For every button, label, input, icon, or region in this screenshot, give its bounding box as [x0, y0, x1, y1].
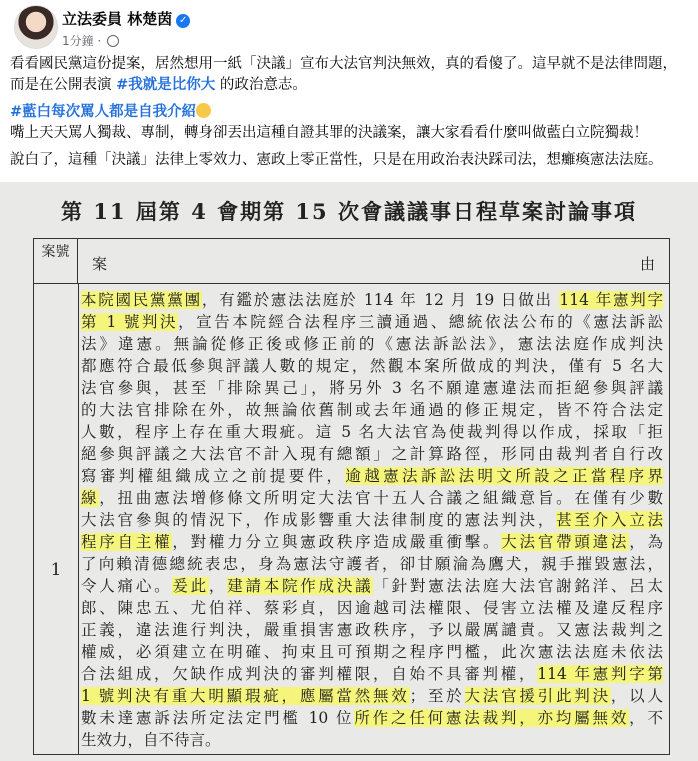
highlighted-text: 所作之任何憲法裁判，亦均屬無效 — [354, 709, 630, 727]
header-case-number: 案號 — [34, 239, 78, 283]
author-name[interactable]: 立法委員 林楚茵 — [62, 10, 173, 28]
text-line — [81, 531, 663, 553]
text-segment: ，有鑑於憲法法庭於 114 年 12 月 19 日做出 — [201, 291, 560, 309]
header-reason-left: 案 — [92, 255, 108, 273]
highlighted-text: 甚至介入立法 — [556, 511, 663, 529]
text-segment: ， — [208, 577, 228, 595]
text-segment: 大法官參與的情況下，作成影響重大法律制度的憲法判決， — [81, 511, 557, 529]
text-segment: 寫審判權組織成立之前提要件， — [81, 467, 346, 485]
text-segment: 的大法官排除在外，故無論依舊制或去年通過的修正規定，皆不符合法定 — [81, 401, 663, 419]
text-segment: 了向賴清德總統表忠，身為憲法守護者，卻甘願淪為鷹犬，親手摧毀憲法， — [81, 555, 663, 573]
document-title: 第 11 屆第 4 會期第 15 次會議議事日程草案討論事項 — [61, 199, 637, 224]
text-segment: ，不 — [629, 709, 663, 727]
text-segment: ；至於 — [409, 687, 465, 705]
text-segment: 生效力，自不待言。 — [81, 731, 221, 749]
post-text-segment: 看看國民黨這份提案，居然想用一紙「決議」宣布大法官判決無效，真的看傻了。這早就不是法律問題，而是在公開表演 — [10, 56, 677, 93]
post-paragraph-1 — [10, 54, 690, 96]
text-line — [81, 421, 663, 443]
text-line — [81, 509, 663, 531]
meta-separator: · — [97, 34, 102, 48]
text-line — [81, 553, 663, 575]
text-line — [81, 355, 663, 377]
highlighted-text: 逾越憲法訴訟法明文所設之正當程序界 — [345, 467, 663, 485]
highlighted-text: 大法官帶頭違法 — [501, 533, 630, 551]
text-line — [81, 663, 663, 685]
text-line — [81, 465, 663, 487]
text-line — [81, 289, 663, 311]
table-header — [34, 239, 669, 284]
text-segment: 絕參與評議之大法官不計入現有總額」之計算路徑，形同由裁判者自行改 — [81, 445, 663, 463]
highlighted-text: 本院國民黨黨團 — [81, 291, 202, 309]
globe-icon — [107, 35, 119, 47]
highlighted-text: 第 1 號判決 — [81, 313, 179, 331]
text-segment: 令人痛心。 — [81, 577, 173, 595]
text-segment: 都應符合最低參與評議人數的規定，然觀本案所做成的判決，僅有 5 名大 — [81, 357, 663, 375]
text-segment: 合法組成，欠缺作成判決的審判權限，自始不具審判權， — [81, 665, 538, 683]
text-line — [81, 443, 663, 465]
highlighted-text: 114 年憲判字 — [559, 291, 663, 309]
highlighted-text: 爰此 — [172, 577, 209, 595]
text-segment: ，對權力分立與憲政秩序造成嚴重衝擊。 — [172, 533, 502, 551]
highlighted-text: 114 年憲判字第 — [537, 665, 663, 683]
text-segment: ，以人 — [610, 687, 663, 705]
post-text-segment: 嘴上天天罵人獨裁、專制，轉身卻丟出這種自證其罪的決議案，讓大家看看什麼叫做藍白立院獨裁！ — [10, 125, 648, 141]
text-line — [81, 597, 663, 619]
case-number-column — [34, 283, 79, 754]
highlighted-text: 程序自主權 — [81, 533, 173, 551]
text-segment: 權威，必須建立在明確、拘束且可預期之程序門檻，此次憲法法庭未依法 — [81, 643, 663, 661]
post-meta — [62, 32, 119, 49]
text-line — [81, 487, 663, 509]
text-line — [81, 311, 663, 333]
hashtag-link[interactable]: #我就是比你大 — [116, 77, 216, 93]
post-text-segment: 的政治意志。 — [215, 77, 307, 93]
text-segment: ，為 — [629, 533, 663, 551]
post-header — [0, 0, 698, 56]
text-line — [81, 399, 663, 421]
text-line — [81, 641, 663, 663]
text-line — [81, 729, 663, 751]
post-paragraph-3: 說白了，這種「決議」法律上零效力、憲政上零正當性，只是在用政治表決踩司法，想癱瘓憲法法庭。 — [10, 152, 663, 168]
avatar[interactable] — [14, 5, 58, 49]
text-line — [81, 575, 663, 597]
highlighted-text: 大法官援引此判決 — [464, 687, 611, 705]
post-time[interactable]: 1分鐘 — [62, 34, 94, 48]
header-reason-right: 由 — [639, 255, 655, 273]
text-segment: 郎、陳忠五、尤伯祥、蔡彩貞，因逾越司法權限、侵害立法權及違反程序 — [81, 599, 663, 617]
text-segment: 數未達憲訴法所定法定門檻 10 位 — [81, 709, 355, 727]
text-line — [81, 707, 663, 729]
author-name-row — [62, 8, 190, 29]
post-text — [10, 54, 690, 177]
agenda-table — [33, 238, 670, 755]
verified-badge-icon: ✓ — [176, 14, 190, 28]
highlighted-text: 線 — [81, 489, 100, 507]
text-segment: 法》違憲。無論從修正後或修正前的《憲法訴訟法》，憲法法庭作成判決 — [81, 335, 663, 353]
text-segment: ，扭曲憲法增修條文所明定大法官十五人合議之組織意旨。在僅有少數 — [99, 489, 663, 507]
post-image-document[interactable] — [0, 182, 698, 761]
post-paragraph-2 — [10, 102, 690, 144]
highlighted-text: 1 號判決有重大明顯瑕疵，應屬當然無效 — [81, 687, 410, 705]
hashtag-link[interactable]: #藍白每次罵人都是自我介紹 — [10, 104, 197, 120]
flushed-emoji-icon — [196, 103, 211, 118]
case-number: 1 — [50, 560, 62, 580]
text-segment: 人數，程序上存在重大瑕疵。這 5 名大法官為使裁判得以作成，採取「拒 — [81, 423, 663, 441]
text-segment: ，宣告本院經合法程序三讀通過、總統依法公布的《憲法訴訟 — [178, 313, 663, 331]
text-segment: 正義，違法進行判決，嚴重損害憲政秩序，予以嚴厲譴責。又憲法裁判之 — [81, 621, 663, 639]
text-line — [81, 685, 663, 707]
highlighted-text: 建請本院作成決議 — [227, 577, 374, 595]
text-segment: 法官參與，甚至「排除異己」，將另外 3 名不願違憲違法而拒絕參與評議 — [81, 379, 663, 397]
text-segment: 「針對憲法法庭大法官謝銘洋、呂太 — [373, 577, 663, 595]
text-line — [81, 333, 663, 355]
text-line — [81, 377, 663, 399]
text-line — [81, 619, 663, 641]
case-reason-text — [81, 289, 663, 751]
